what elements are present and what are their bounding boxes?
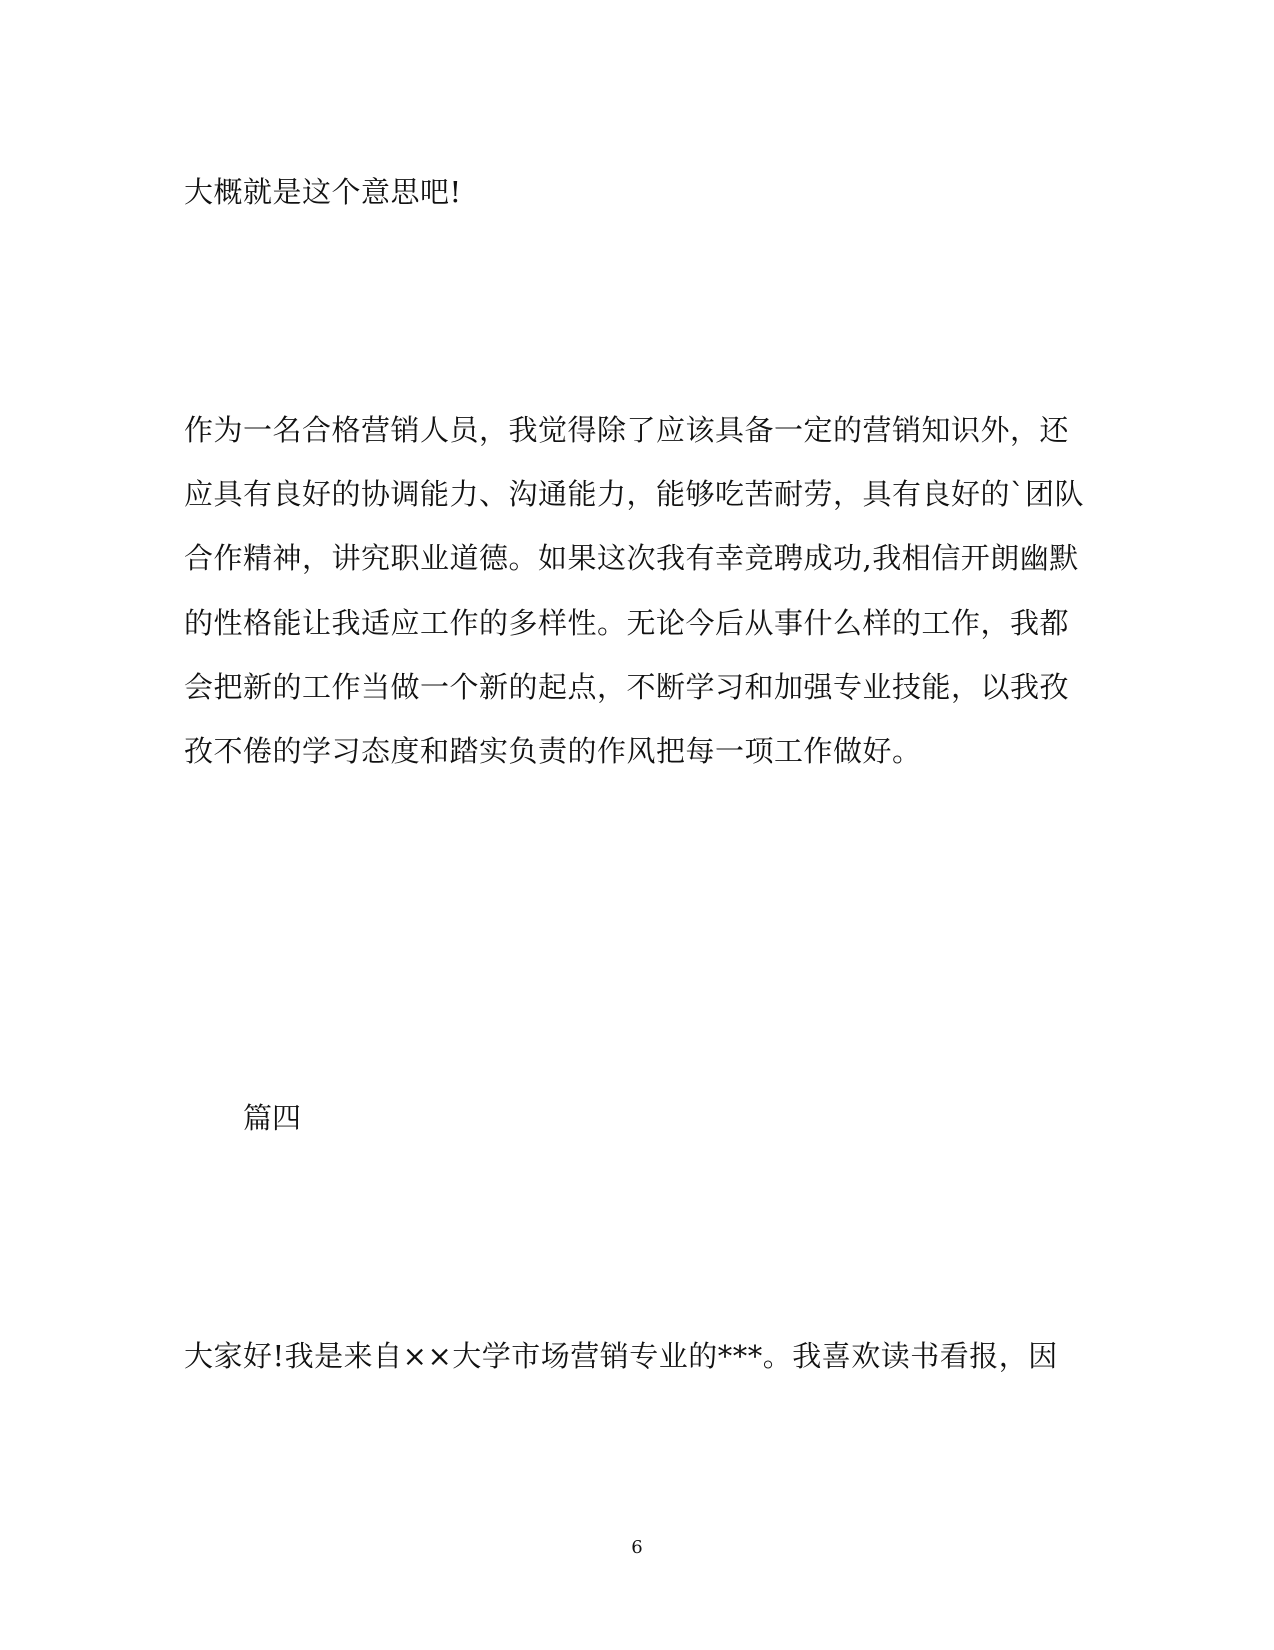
paragraph-line: 孜不倦的学习态度和踏实负责的作风把每一项工作做好。: [184, 734, 922, 768]
paragraph-line: 作为一名合格营销人员，我觉得除了应该具备一定的营销知识外，还: [184, 413, 1070, 447]
paragraph-intro-line: 大家好!我是来自××大学市场营销专业的***。我喜欢读书看报，因: [184, 1339, 1058, 1373]
paragraph-line: 会把新的工作当做一个新的起点，不断学习和加强专业技能，以我孜: [184, 670, 1070, 704]
paragraph-line: 合作精神，讲究职业道德。如果这次我有幸竞聘成功,我相信开朗幽默: [184, 541, 1079, 575]
page-number: 6: [631, 1537, 643, 1558]
paragraph-closing-line: 大概就是这个意思吧!: [184, 175, 462, 209]
section-heading: 篇四: [243, 1101, 302, 1135]
paragraph-line: 应具有良好的协调能力、沟通能力，能够吃苦耐劳，具有良好的`团队: [184, 477, 1085, 511]
paragraph-line: 的性格能让我适应工作的多样性。无论今后从事什么样的工作，我都: [184, 606, 1070, 640]
